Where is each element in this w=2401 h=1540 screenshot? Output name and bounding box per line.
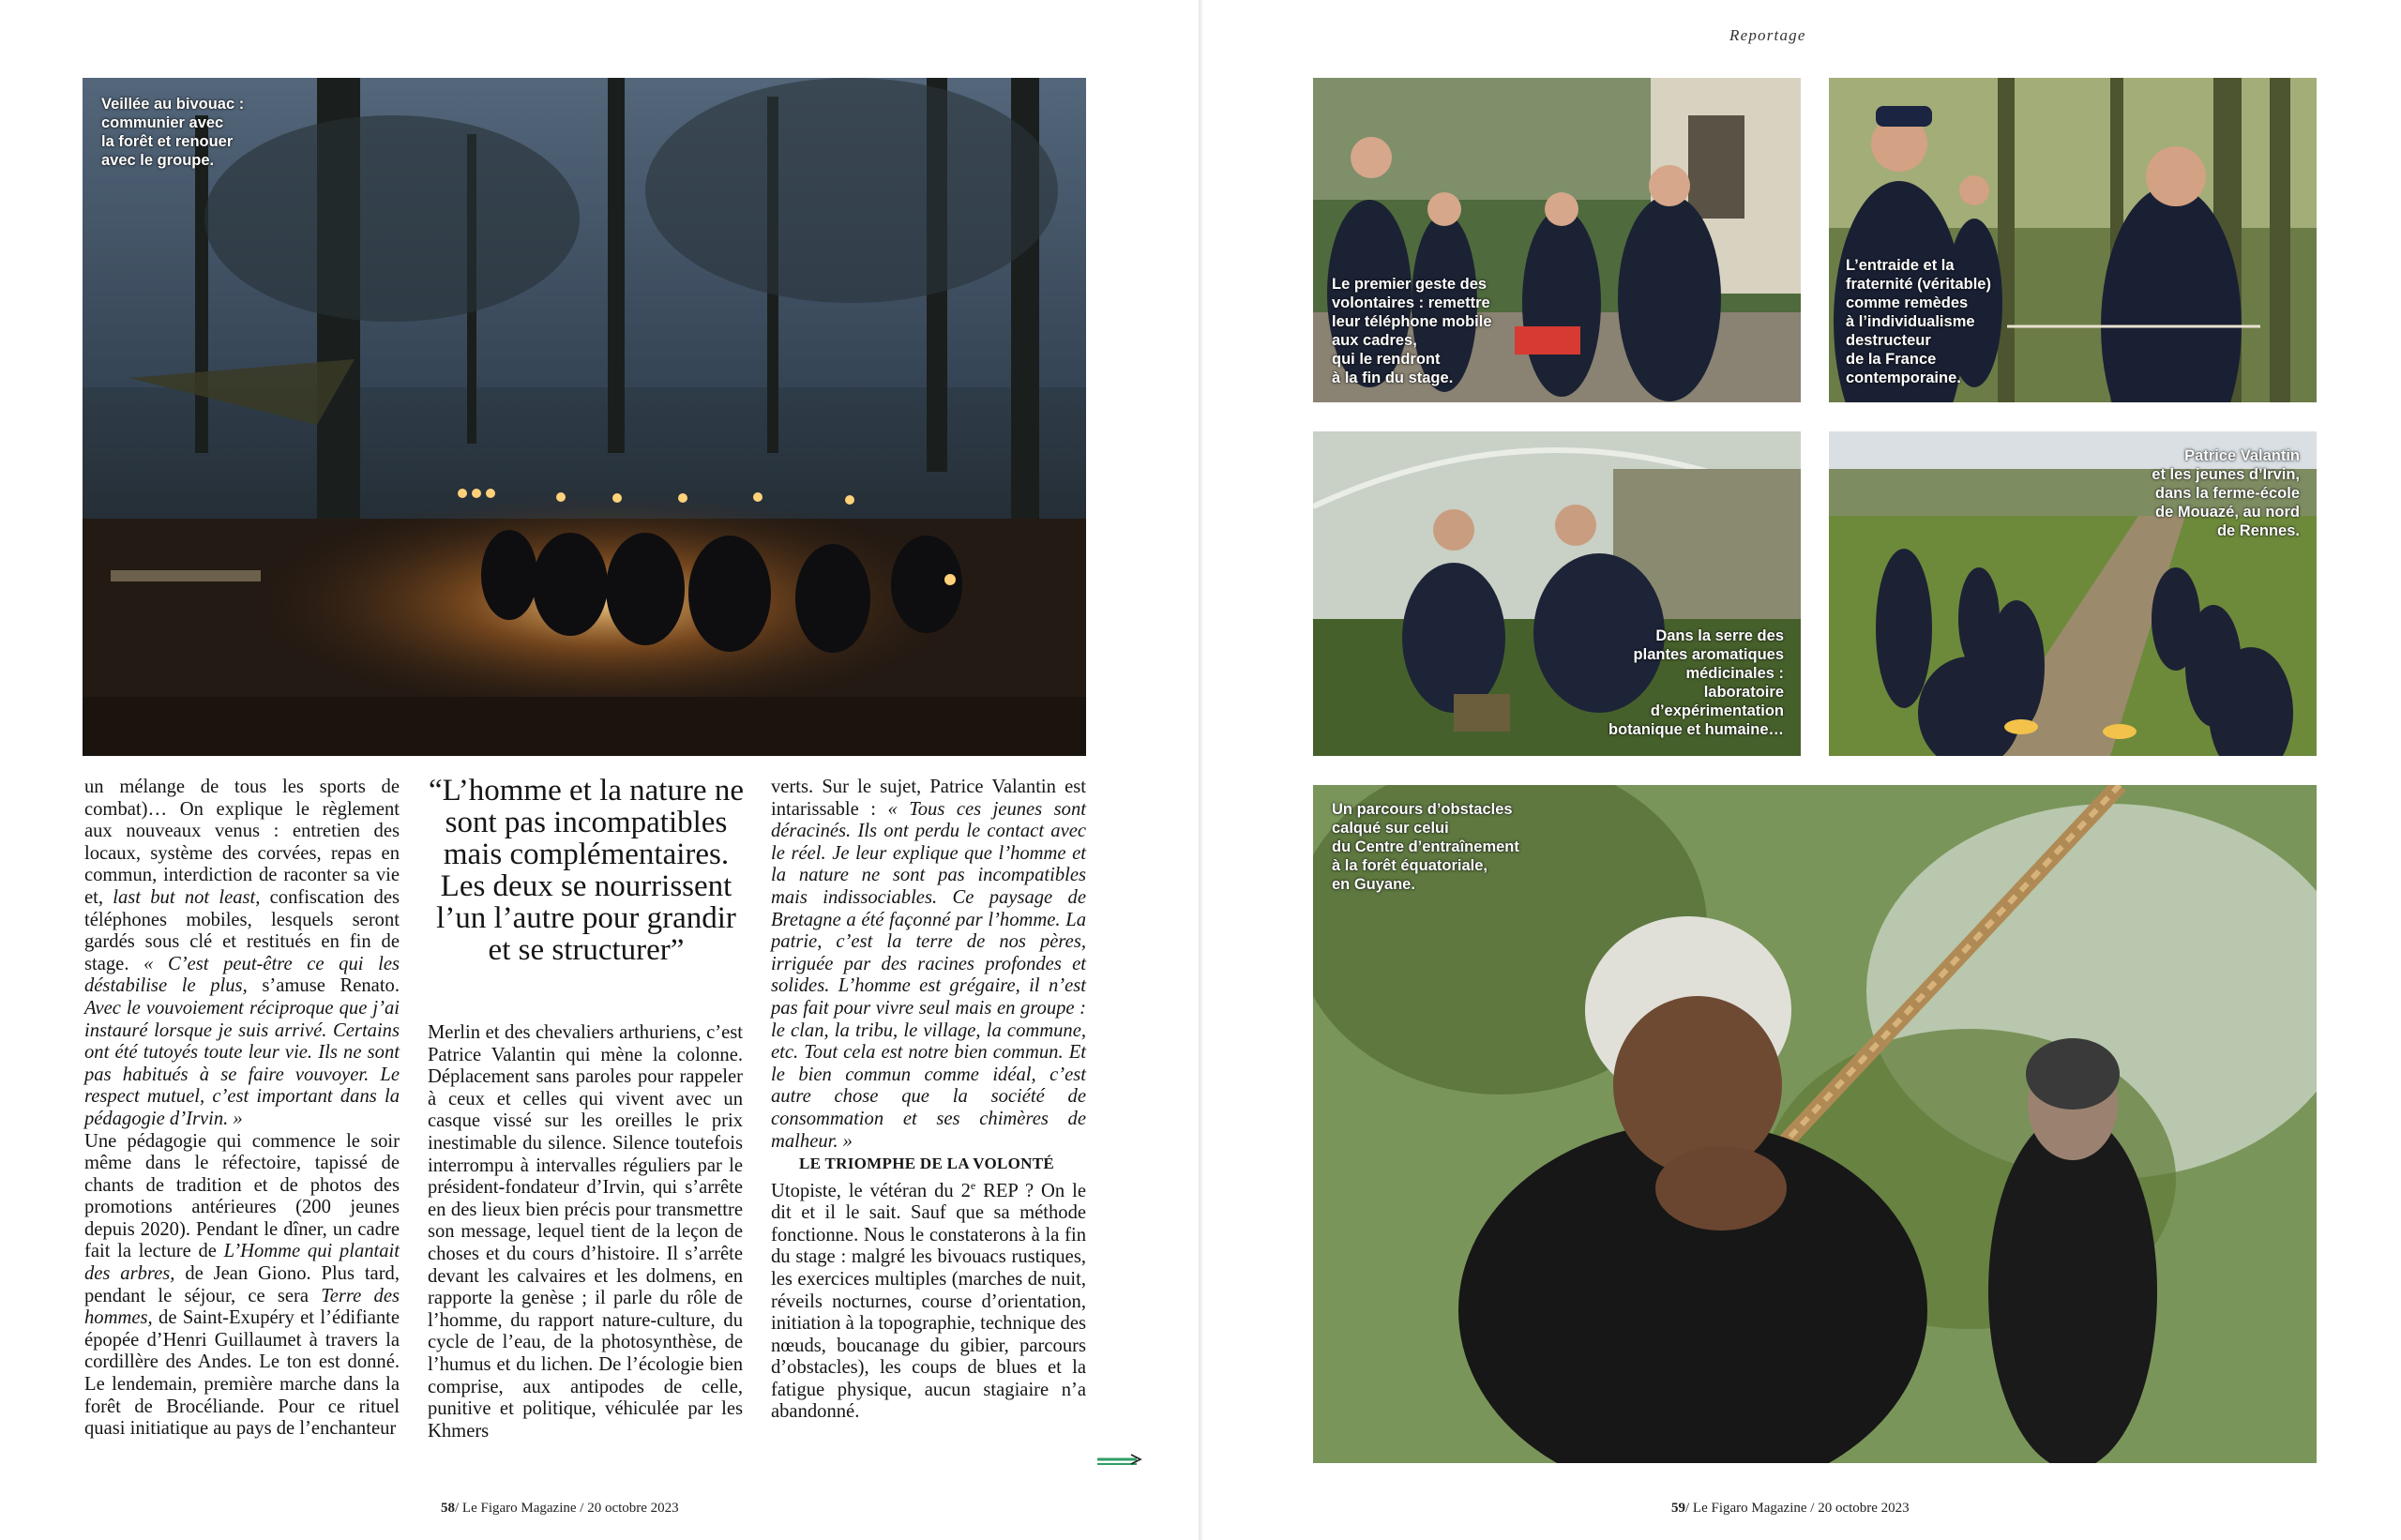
col3-text-c: Utopiste, le vétéran du 2	[771, 1180, 971, 1201]
folio-left-number: 58	[441, 1501, 455, 1516]
caption-valantin: Patrice Valantin et les jeunes d’Irvin, dans la ferme-école de Mouazé, au nord de Rennes.	[2152, 447, 2300, 539]
col1-text-g: Une pédagogie qui commence le soir même dans le réfectoire, tapissé de chants de tradition et de photos des promotions antérieures (200 jeunes depuis 2020). Pendant le dîner, un cadre fait la lecture de	[84, 1130, 400, 1262]
left-page	[0, 0, 1199, 1540]
article-column-2	[428, 1022, 743, 1442]
col2-text: Merlin et des chevaliers arthuriens, c’est Patrice Valantin qui mène la colonne. Déplacement sans paroles pour rappeler à ceux et celles qui vivent avec un casque vissé sur les oreilles le prix inestimable du silence. Silence toutefois interrompu à intervalles réguliers par le président-fondateur d’Irvin, qui s’arrête en des lieux bien précis pour transmettre son message, lequel tient de la leçon de choses et du cours d’histoire. Il s’arrête devant les calvaires et les dolmens, en rapporte la genèse ; il parle du rôle de l’homme, du rapport nature-culture, du cycle de l’eau, de la photosynthèse, de l’humus et du lichen. De l’écologie bien comprise, aux antipodes de celle, punitive et politique, véhiculée par les Khmers	[428, 1022, 743, 1442]
col1-text-i: de Jean Giono. Plus tard, pendant le séjour, ce sera	[84, 1263, 400, 1306]
folio-left	[441, 1501, 679, 1517]
caption-entraide: L’entraide et la fraternité (véritable) comme remèdes à l’individualisme destructeur de la France contemporaine.	[1846, 257, 1991, 386]
folio-right-number: 59	[1671, 1501, 1685, 1516]
col1-text-b: last but not least,	[113, 886, 261, 908]
col3-text-a: verts. Sur le sujet, Patrice Valantin est intarissable :	[771, 777, 1086, 820]
bivouac-photo	[83, 78, 1086, 756]
serre-photo	[1313, 431, 1801, 756]
entraide-photo	[1829, 78, 2317, 402]
col1-text-c: confiscation des téléphones mobiles, lesquels seront gardés sous clé et restitués en fin de stage.	[84, 886, 400, 974]
col3-text-b: « Tous ces jeunes sont déracinés. Ils ont perdu le contact avec le réel. Je leur explique que l’homme et la nature ne sont pas incompatibles mais indissociables. Ce paysage de Bretagne a été façonné par l’homme. La patrie, c’est la terre de nos pères, irriguée par des racines profondes et solides. L’homme est grégaire, il n’est pas fait pour vivre seul mais en groupe : le clan, la tribu, le village, la commune, etc. Tout cela est notre bien commun. Et le bien commun comme idéal, c’est autre chose que la société de consommation et ses chimères de malheur. »	[771, 798, 1086, 1152]
valantin-photo	[1829, 431, 2317, 756]
col1-text-a: un mélange de tous les sports de combat)… On explique le règlement aux nouveaux venus : entretien des locaux, système des corvées, repas en commun, interdiction de raconter sa vie et,	[84, 777, 400, 908]
folio-right	[1671, 1501, 1910, 1517]
obstacles-photo	[1313, 785, 2317, 1463]
folio-left-text: / Le Figaro Magazine / 20 octobre 2023	[455, 1501, 679, 1516]
article-column-1	[84, 777, 400, 1441]
col1-text-e: s’amuse Renato.	[247, 975, 400, 997]
folio-right-text: / Le Figaro Magazine / 20 octobre 2023	[1685, 1501, 1910, 1516]
col1-text-h: L’Homme qui plantait des arbres,	[84, 1241, 400, 1285]
col1-text-f: Avec le vouvoiement réciproque que j’ai instauré lorsque je suis arrivé. Certains ont été tutoyés toute leur vie. Ils ne sont pas habitués à se faire vouvoyer. Le respect mutuel, c’est important dans la pédagogie d’Irvin. »	[84, 997, 400, 1129]
col1-text-d: « C’est peut-être ce qui les déstabilise le plus,	[84, 953, 400, 997]
col3-text-d: REP ? On le dit et il le sait. Sauf que sa méthode fonctionne. Nous le constaterons à la fin du stage : malgré les bivouacs rustiques, les exercices multiples (marches de nuit, réveils nocturnes, course d’orientation, initiation à la topographie, technique des nœuds, boucanage du gibier, parcours d’obstacles), les coups de blues et la fatigue physique, aucun stagiaire n’a abandonné.	[771, 1180, 1086, 1423]
article-column-3	[771, 777, 1086, 1424]
col3-superscript: e	[970, 1178, 976, 1192]
section-rubric: Reportage	[1729, 26, 1806, 44]
continue-arrow-icon	[1097, 1453, 1142, 1466]
pull-quote: “L’homme et la nature ne sont pas incompatibles mais complémentaires. Les deux se nourrissent l’un l’autre pour grandir et se structurer”	[429, 774, 744, 967]
caption-bivouac: Veillée au bivouac : communier avec la forêt et renouer avec le groupe.	[101, 96, 245, 169]
right-page	[1202, 0, 2401, 1540]
caption-phones: Le premier geste des volontaires : remettre leur téléphone mobile aux cadres, qui le rendront à la fin du stage.	[1332, 276, 1492, 386]
col1-text-j: Terre des hommes,	[84, 1285, 400, 1329]
phones-photo	[1313, 78, 1801, 402]
section-subhead: LE TRIOMPHE DE LA VOLONTÉ	[799, 1155, 1054, 1173]
caption-serre: Dans la serre des plantes aromatiques médicinales : laboratoire d’expérimentation botanique et humaine…	[1608, 627, 1784, 738]
caption-obstacles: Un parcours d’obstacles calqué sur celui du Centre d’entraînement à la forêt équatoriale, en Guyane.	[1332, 801, 1519, 893]
col1-text-k: de Saint-Exupéry et l’édifiante épopée d’Henri Guillaumet à travers la cordillère des Andes. Le ton est donné. Le lendemain, première marche dans la forêt de Brocéliande. Pour ce rituel quasi initiatique au pays de l’enchanteur	[84, 1307, 400, 1440]
